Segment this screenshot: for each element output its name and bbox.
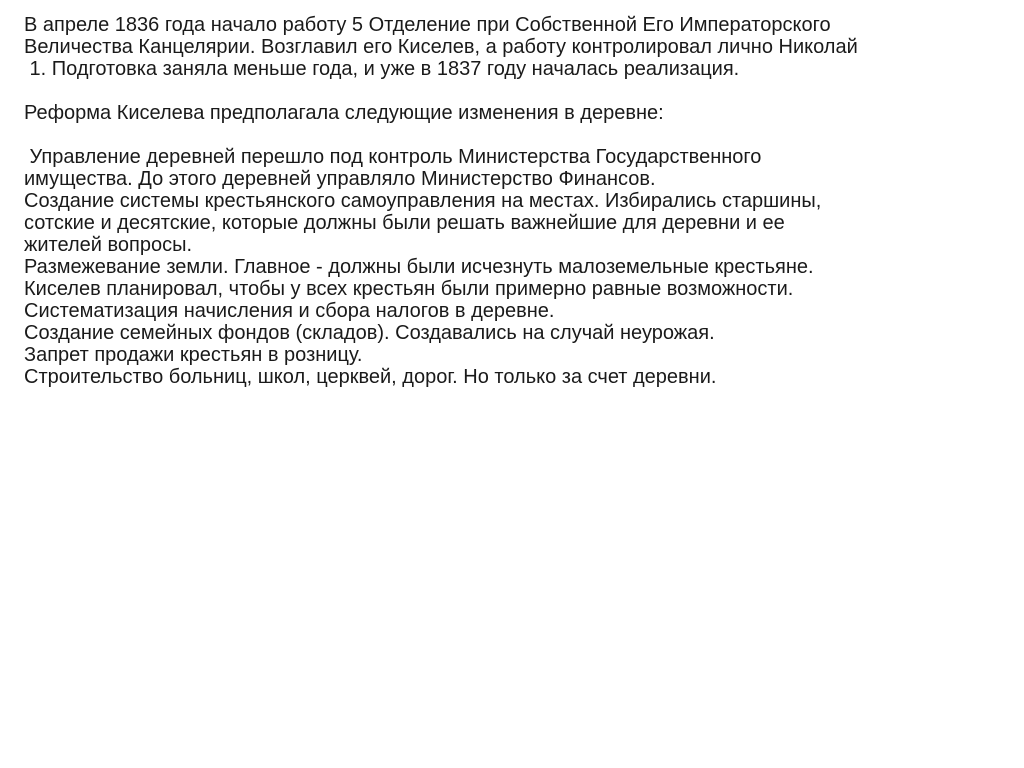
text-line: Строительство больниц, школ, церквей, дорог. Но только за счет деревни. xyxy=(24,366,717,388)
text-line: Управление деревней перешло под контроль Министерства Государственного xyxy=(24,146,762,168)
text-line: имущества. До этого деревней управляло Министерство Финансов. xyxy=(24,168,656,190)
text-line: Реформа Киселева предполагала следующие изменения в деревне: xyxy=(24,102,664,124)
paragraph-reform-list xyxy=(24,146,1004,388)
text-line: В апреле 1836 года начало работу 5 Отделение при Собственной Его Императорского xyxy=(24,14,831,36)
paragraph-reform-heading xyxy=(24,102,1004,124)
text-line: Систематизация начисления и сбора налогов в деревне. xyxy=(24,300,555,322)
text-line: Запрет продажи крестьян в розницу. xyxy=(24,344,363,366)
text-line: Величества Канцелярии. Возглавил его Киселев, а работу контролировал лично Николай xyxy=(24,36,858,58)
paragraph-intro xyxy=(24,14,1004,80)
text-line: 1. Подготовка заняла меньше года, и уже в 1837 году началась реализация. xyxy=(24,58,740,80)
paragraph-gap xyxy=(24,80,1004,102)
paragraph-gap xyxy=(24,124,1004,146)
text-line: сотские и десятские, которые должны были решать важнейшие для деревни и ее xyxy=(24,212,785,234)
text-line: Создание системы крестьянского самоуправления на местах. Избирались старшины, xyxy=(24,190,822,212)
text-line: Создание семейных фондов (складов). Создавались на случай неурожая. xyxy=(24,322,715,344)
text-line: жителей вопросы. xyxy=(24,234,192,256)
text-line: Размежевание земли. Главное - должны были исчезнуть малоземельные крестьяне. xyxy=(24,256,814,278)
text-line: Киселев планировал, чтобы у всех крестьян были примерно равные возможности. xyxy=(24,278,794,300)
document-body xyxy=(24,14,1004,388)
